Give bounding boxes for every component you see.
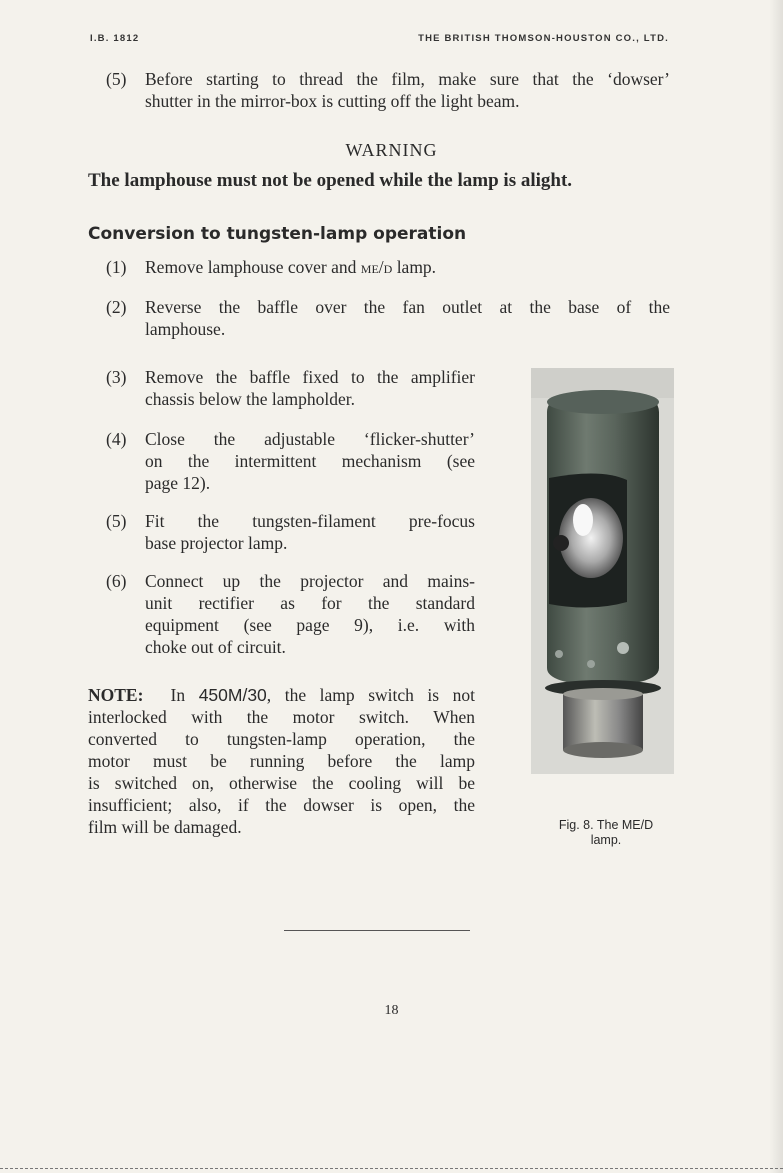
note-line2: interlocked with the motor switch. When <box>88 707 475 727</box>
step-number: (3) <box>106 367 127 387</box>
step-number: (5) <box>106 511 127 531</box>
step-4-line3: page 12). <box>145 473 211 493</box>
note-label: NOTE: <box>88 685 144 705</box>
step-2-line2: lamphouse. <box>145 319 226 339</box>
model-number: 450M/30 <box>198 685 267 705</box>
note-line1 <box>88 684 475 706</box>
figure-caption-line2: lamp. <box>590 833 622 847</box>
step-6-line3: equipment (see page 9), i.e. with <box>145 615 475 635</box>
step-3-line1: Remove the baffle fixed to the amplifier <box>145 367 475 387</box>
step-number: (1) <box>106 257 127 277</box>
note-line1-rest: , the lamp switch is not <box>266 685 476 705</box>
step-4-line2: on the intermittent mechanism (see <box>145 451 475 471</box>
page-edge-shadow <box>769 0 783 1173</box>
note-line3: converted to tungsten-lamp operation, the <box>88 729 475 749</box>
intro-step-number: (5) <box>106 69 127 89</box>
company-header: THE BRITISH THOMSON-HOUSTON CO., LTD. <box>418 33 669 44</box>
doc-reference: I.B. 1812 <box>90 33 140 44</box>
page-bottom-edge <box>0 1168 783 1170</box>
step-6-line2: unit rectifier as for the standard <box>145 593 475 613</box>
note-line7: film will be damaged. <box>88 817 242 837</box>
figure-caption <box>526 818 686 848</box>
step-5-line2: base projector lamp. <box>145 533 288 553</box>
note-in: In <box>170 685 199 705</box>
page-number: 18 <box>384 1003 399 1018</box>
step-1-text-start: Remove lamphouse cover and <box>145 257 361 277</box>
step-1-text-end: lamp. <box>392 257 437 277</box>
step-6-line4: choke out of circuit. <box>145 637 286 657</box>
me-d-lamp-photo <box>531 368 674 774</box>
divider-rule <box>284 930 470 931</box>
note-line4: motor must be running before the lamp <box>88 751 475 771</box>
step-number: (6) <box>106 571 127 591</box>
figure-caption-line1: Fig. 8. The ME/D <box>558 818 654 832</box>
section-title: Conversion to tungsten-lamp operation <box>88 224 467 244</box>
step-6-line1: Connect up the projector and mains- <box>145 571 475 591</box>
step-number: (4) <box>106 429 127 449</box>
step-number: (2) <box>106 297 127 317</box>
step-3-line2: chassis below the lampholder. <box>145 389 355 409</box>
warning-text: The lamphouse must not be opened while the lamp is alight. <box>88 170 573 191</box>
intro-step-line1: Before starting to thread the film, make sure that the ‘dowser’ <box>145 69 670 89</box>
step-1-text <box>145 256 670 278</box>
intro-step-line2: shutter in the mirror-box is cutting off the light beam. <box>145 91 520 111</box>
me-d-lamp-name: me/d <box>360 257 393 277</box>
warning-title: WARNING <box>345 140 438 160</box>
note-line6: insufficient; also, if the dowser is open, the <box>88 795 475 815</box>
step-4-line1: Close the adjustable ‘flicker-shutter’ <box>145 429 475 449</box>
note-line5: is switched on, otherwise the cooling will be <box>88 773 475 793</box>
step-2-line1: Reverse the baffle over the fan outlet at the base of the <box>145 297 670 317</box>
step-5-line1: Fit the tungsten-filament pre-focus <box>145 511 475 531</box>
